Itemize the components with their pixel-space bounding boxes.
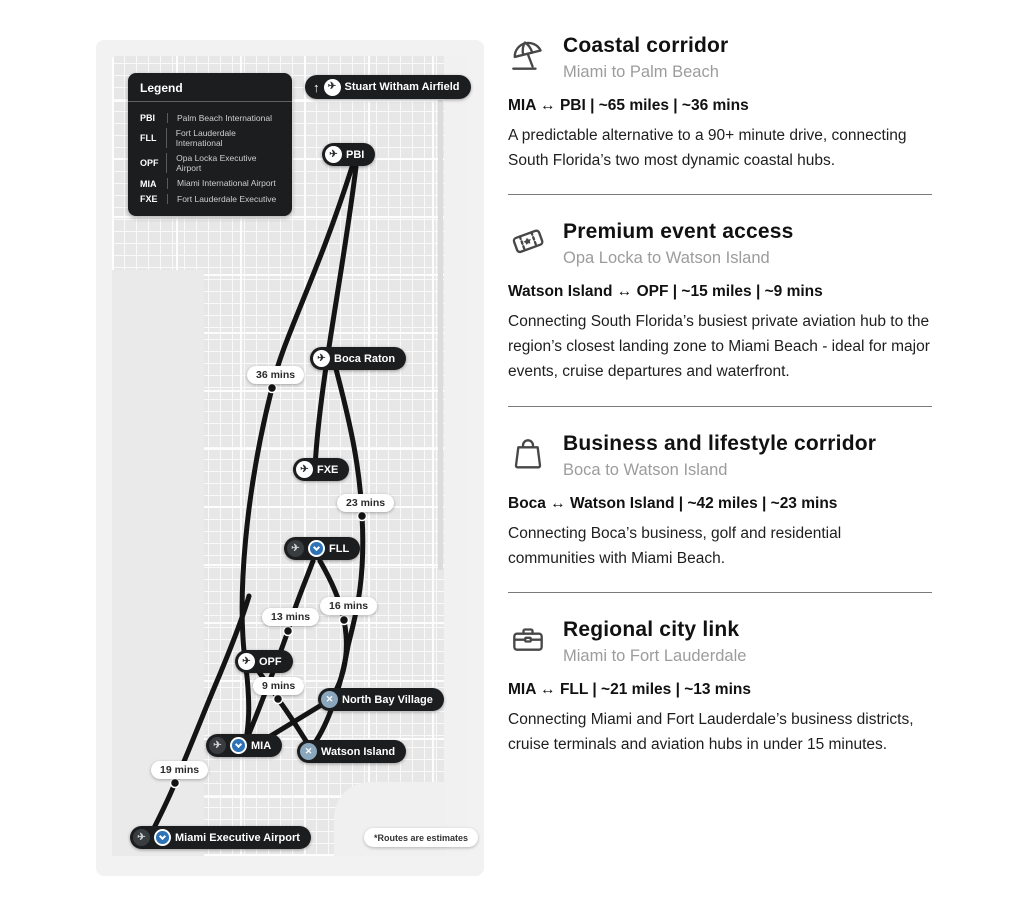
marker-label: North Bay Village xyxy=(342,693,433,706)
marker-label: PBI xyxy=(346,148,365,161)
helipad-icon: ✕ xyxy=(300,743,317,760)
marker-north-bay-village xyxy=(318,688,444,711)
marker-fll xyxy=(284,537,360,560)
section-title: Coastal corridor xyxy=(563,34,729,57)
marker-stuart-witham xyxy=(305,75,471,99)
marker-mia xyxy=(206,734,282,757)
plane-icon: ✈ xyxy=(133,829,150,846)
legend-code: PBI xyxy=(140,112,156,123)
plane-icon: ✈ xyxy=(324,79,341,96)
route-fll-nbv xyxy=(320,561,346,694)
marker-opf xyxy=(235,650,293,673)
legend-name: Palm Beach International xyxy=(167,113,272,123)
legend-code: FXE xyxy=(140,193,158,204)
section-title: Premium event access xyxy=(563,220,794,244)
section-subtitle: Miami to Fort Lauderdale xyxy=(563,646,747,665)
marker-label: FXE xyxy=(317,463,339,476)
marker-label: Stuart Witham Airfield xyxy=(344,81,460,93)
section-premium-event-access xyxy=(508,220,932,406)
time-dot-16 xyxy=(340,616,349,625)
routes-estimate-note: *Routes are estimates xyxy=(364,828,478,847)
plane-icon: ✈ xyxy=(209,737,226,754)
route-miamiexec-north xyxy=(154,596,249,828)
time-pill-23: 23 mins xyxy=(337,494,394,512)
marker-label: FLL xyxy=(329,542,350,555)
section-title: Regional city link xyxy=(563,617,740,641)
marker-miami-executive xyxy=(130,826,311,849)
legend-name: Fort Lauderdale Executive xyxy=(167,194,276,204)
plane-icon: ✈ xyxy=(238,653,255,670)
section-stat: Watson Island ↔ OPF | ~15 miles | ~9 mins xyxy=(508,283,823,301)
legend-row xyxy=(140,125,280,150)
section-body: A predictable alternative to a 90+ minute drive, connecting South Florida’s two most dynamic coastal hubs. xyxy=(508,127,907,170)
marker-label: OPF xyxy=(259,655,282,668)
plane-icon: ✈ xyxy=(296,461,313,478)
briefcase-icon xyxy=(508,619,548,659)
section-subtitle: Miami to Palm Beach xyxy=(563,63,719,81)
legend-name: Miami International Airport xyxy=(167,178,276,188)
section-title: Business and lifestyle corridor xyxy=(563,431,877,455)
time-pill-19: 19 mins xyxy=(151,761,208,779)
corridor-panel xyxy=(508,34,932,778)
marker-watson-island xyxy=(297,740,406,763)
legend-code: MIA xyxy=(140,178,157,189)
time-dot-13 xyxy=(284,627,293,636)
heli-logo-icon xyxy=(154,829,171,846)
plane-icon: ✈ xyxy=(287,540,304,557)
section-body: Connecting Miami and Fort Lauderdale’s business districts, cruise terminals and aviation hubs in under 15 minutes. xyxy=(508,710,914,753)
marker-label: Miami Executive Airport xyxy=(175,831,300,844)
time-dot-23 xyxy=(358,512,367,521)
north-arrow-icon: ↑ xyxy=(313,79,320,95)
legend-name: Opa Locka Executive Airport xyxy=(166,153,280,173)
time-dot-19 xyxy=(171,779,180,788)
beach-umbrella-icon xyxy=(508,35,548,75)
section-subtitle: Opa Locka to Watson Island xyxy=(563,249,770,268)
legend-name: Fort Lauderdale International xyxy=(166,128,280,148)
plane-icon: ✈ xyxy=(313,350,330,367)
marker-label: Boca Raton xyxy=(334,352,396,365)
time-pill-36: 36 mins xyxy=(247,366,304,384)
section-stat: Boca ↔ Watson Island | ~42 miles | ~23 mins xyxy=(508,494,838,512)
section-business-lifestyle xyxy=(508,432,932,593)
section-stat: MIA ↔ PBI | ~65 miles | ~36 mins xyxy=(508,97,749,114)
section-body: Connecting Boca’s business, golf and residential communities with Miami Beach. xyxy=(508,524,842,567)
time-pill-16: 16 mins xyxy=(320,597,377,615)
shopping-bag-icon xyxy=(508,433,548,473)
heli-logo-icon xyxy=(230,737,247,754)
heli-logo-icon xyxy=(308,540,325,557)
marker-pbi xyxy=(322,143,375,166)
section-coastal-corridor xyxy=(508,34,932,195)
section-subtitle: Boca to Watson Island xyxy=(563,460,728,479)
legend-row xyxy=(140,176,280,191)
legend-row xyxy=(140,191,280,206)
marker-fxe xyxy=(293,458,349,481)
time-dot-36 xyxy=(268,384,277,393)
legend-row xyxy=(140,110,280,125)
section-body: Connecting South Florida’s busiest private aviation hub to the region’s closest landing zone to Miami Beach - ideal for major events, cruise departures and waterfront. xyxy=(508,313,930,381)
plane-icon: ✈ xyxy=(325,146,342,163)
route-fll-mia xyxy=(248,561,313,736)
marker-label: Watson Island xyxy=(321,745,396,758)
legend-code: OPF xyxy=(140,158,159,169)
legend-title: Legend xyxy=(128,73,292,102)
section-stat: MIA ↔ FLL | ~21 miles | ~13 mins xyxy=(508,680,751,698)
time-dot-9 xyxy=(274,695,283,704)
time-pill-9: 9 mins xyxy=(253,677,304,695)
legend-code: FLL xyxy=(140,132,157,143)
ticket-icon xyxy=(508,221,548,261)
map-legend xyxy=(128,73,292,216)
route-map xyxy=(96,40,484,876)
helipad-icon: ✕ xyxy=(321,691,338,708)
time-pill-13: 13 mins xyxy=(262,608,319,626)
marker-label: MIA xyxy=(251,739,272,752)
legend-row xyxy=(140,151,280,176)
section-regional-city-link xyxy=(508,618,932,778)
marker-boca-raton xyxy=(310,347,406,370)
